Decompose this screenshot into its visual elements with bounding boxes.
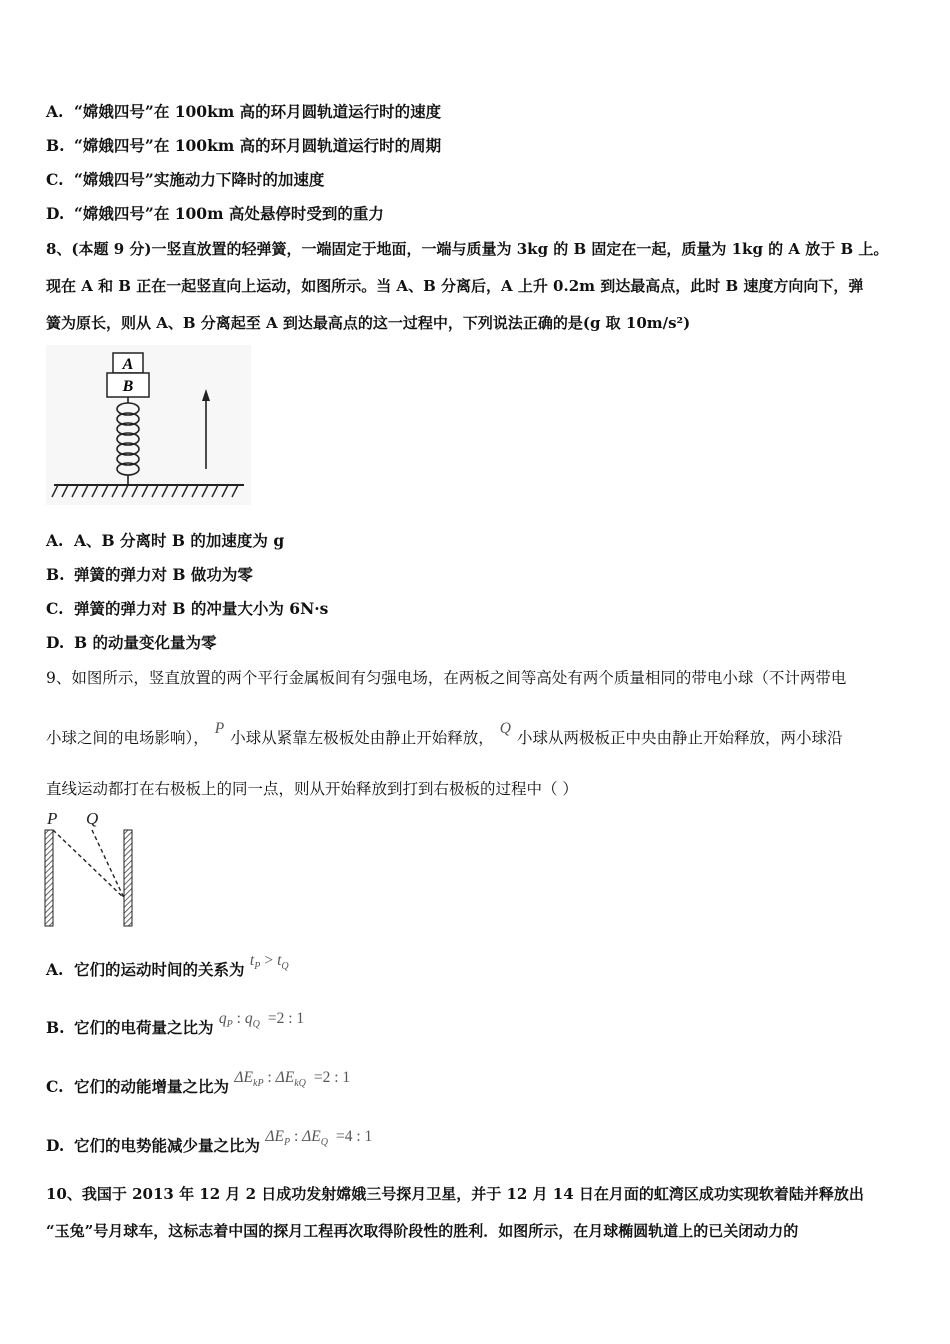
- q8-option-d: D. B 的动量变化量为零: [46, 633, 217, 652]
- q9-stem-line-3: 直线运动都打在右极板上的同一点，则从开始释放到打到右极板的过程中（ ）: [46, 780, 578, 798]
- q8-stem-line-2: 现在 A 和 B 正在一起竖直向上运动，如图所示。当 A、B 分离后，A 上升 0.2m 到达最高点，此时 B 速度方向向下，弹: [46, 277, 864, 295]
- formula-b: $q_P$ : $q_Q =2$ : 1: [218, 1010, 305, 1031]
- q7-option-c: C. “嫦娥四号”实施动力下降时的加速度: [46, 170, 325, 189]
- path-q: [92, 830, 124, 898]
- q9-plates-figure: [40, 810, 140, 930]
- formula-d: $\Delta E_P$ : $\Delta E_Q =4$ : 1: [265, 1128, 373, 1149]
- q7-option-b: B. “嫦娥四号”在 100km 高的环月圆轨道运行时的周期: [46, 136, 442, 155]
- q8-stem-line-3: 簧为原长，则从 A、B 分离起至 A 到达最高点的这一过程中，下列说法正确的是(g 取 10m/s²): [46, 314, 691, 332]
- path-p: [53, 830, 124, 898]
- q8-option-c: C. 弹簧的弹力对 B 的冲量大小为 6N·s: [46, 599, 329, 618]
- q9-option-c: C. 它们的动能增量之比为 $\Delta E_{kP}$ : $\Delta E_{kQ} =2$ : 1: [46, 1069, 351, 1096]
- figure-background: [46, 345, 251, 505]
- right-plate: [124, 830, 132, 926]
- q9-stem-line-1: 9、如图所示，竖直放置的两个平行金属板间有匀强电场，在两板之间等高处有两个质量相同的带电小球（不计两带电: [46, 669, 847, 687]
- formula-c: $\Delta E_{kP}$ : $\Delta E_{kQ} =2$ : 1: [234, 1069, 351, 1090]
- q8-option-b: B. 弹簧的弹力对 B 做功为零: [46, 565, 253, 584]
- block-b-label: B: [122, 378, 134, 395]
- q8-option-a: A. A、B 分离时 B 的加速度为 g: [46, 531, 285, 550]
- formula-a: $t_P > t_Q$: [249, 952, 289, 973]
- q8-stem-line-1: 8、(本题 9 分)一竖直放置的轻弹簧，一端固定于地面，一端与质量为 3kg 的 B 固定在一起，质量为 1kg 的 A 放于 B 上。: [46, 240, 889, 258]
- q10-stem-line-1: 10、我国于 2013 年 12 月 2 日成功发射嫦娥三号探月卫星，并于 12 月 14 日在月面的虹湾区成功实现软着陆并释放出: [46, 1185, 864, 1203]
- q9-option-a: A. 它们的运动时间的关系为 $t_P > t_Q$: [46, 952, 289, 979]
- block-a-label: A: [122, 356, 134, 373]
- q7-option-a: A. “嫦娥四号”在 100km 高的环月圆轨道运行时的速度: [46, 102, 442, 121]
- left-plate: [45, 830, 53, 926]
- var-q: Q: [499, 720, 511, 737]
- var-p: P: [214, 720, 225, 737]
- q7-option-d: D. “嫦娥四号”在 100m 高处悬停时受到的重力: [46, 204, 384, 223]
- label-p: P: [47, 809, 58, 828]
- label-q: Q: [86, 809, 99, 828]
- q9-option-b: B. 它们的电荷量之比为 $q_P$ : $q_Q =2$ : 1: [46, 1010, 305, 1037]
- q10-stem-line-2: “玉兔”号月球车，这标志着中国的探月工程再次取得阶段性的胜利．如图所示，在月球椭圆轨道上的已关闭动力的: [46, 1222, 799, 1240]
- q8-spring-figure: [46, 345, 251, 505]
- q9-option-d: D. 它们的电势能减少量之比为 $\Delta E_P$ : $\Delta E_Q =4$ : 1: [46, 1128, 373, 1155]
- q9-stem-line-2: 小球之间的电场影响），P小球从紧靠左极板处由静止开始释放，Q小球从两极板正中央由静止开始释放，两小球沿: [46, 720, 843, 747]
